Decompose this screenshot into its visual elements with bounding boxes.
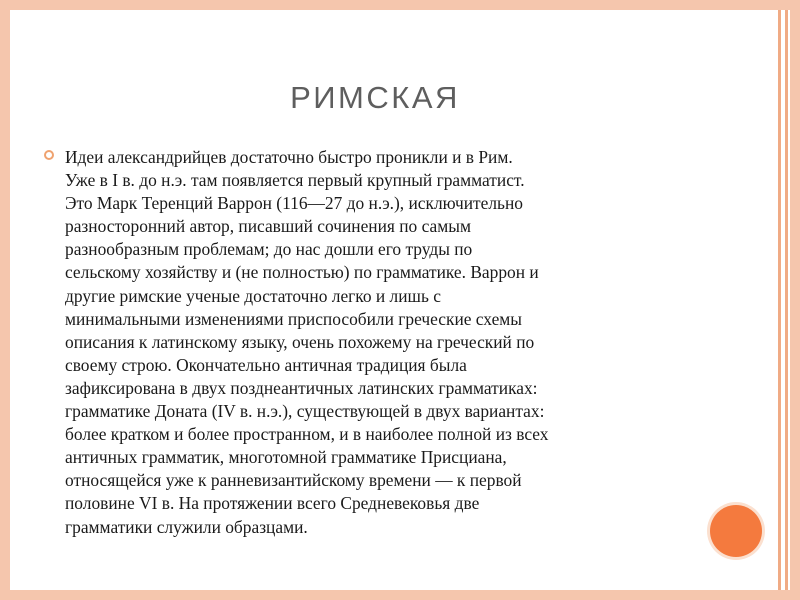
body-line: Идеи александрийцев достаточно быстро проникли и в Рим. xyxy=(65,147,513,167)
body-line: относящейся уже к ранневизантийскому времени — к первой xyxy=(65,470,522,491)
body-line: половине VI в. На протяжении всего Средневековья две xyxy=(65,493,480,514)
body-line: Это Марк Теренций Варрон (116—27 до н.э.), исключительно xyxy=(65,193,523,214)
slide-body-text xyxy=(65,146,715,539)
body-line: минимальными изменениями приспособили греческие схемы xyxy=(65,308,522,329)
body-line: Уже в I в. до н.э. там появляется первый крупный грамматист. xyxy=(65,170,525,191)
body-line: разнообразным проблемам; до нас дошли его труды по xyxy=(65,239,473,260)
slide xyxy=(10,10,790,590)
decorative-circle-icon xyxy=(710,505,762,557)
body-line: грамматики служили образцами. xyxy=(65,516,308,537)
body-line: описания к латинскому языку, очень похожему на греческий по xyxy=(65,331,535,352)
body-line: зафиксирована в двух позднеантичных латинских грамматиках: xyxy=(65,377,538,398)
slide-title: РИМСКАЯ xyxy=(290,80,460,115)
decorative-stripe-left xyxy=(778,10,781,590)
body-line: разносторонний автор, писавший сочинения по самым xyxy=(65,216,471,237)
body-line: античных грамматик, многотомной грамматике Присциана, xyxy=(65,447,507,468)
body-line: грамматике Доната (IV в. н.э.), существующей в двух вариантах: xyxy=(65,401,545,422)
body-line: другие римские ученые достаточно легко и лишь с xyxy=(65,285,441,306)
decorative-stripe-right xyxy=(785,10,788,590)
bullet-icon xyxy=(44,150,54,160)
body-line: сельскому хозяйству и (не полностью) по грамматике. Варрон и xyxy=(65,262,539,283)
body-line: более кратком и более пространном, и в наиболее полной из всех xyxy=(65,424,549,445)
body-line: своему строю. Окончательно античная традиция была xyxy=(65,354,467,375)
